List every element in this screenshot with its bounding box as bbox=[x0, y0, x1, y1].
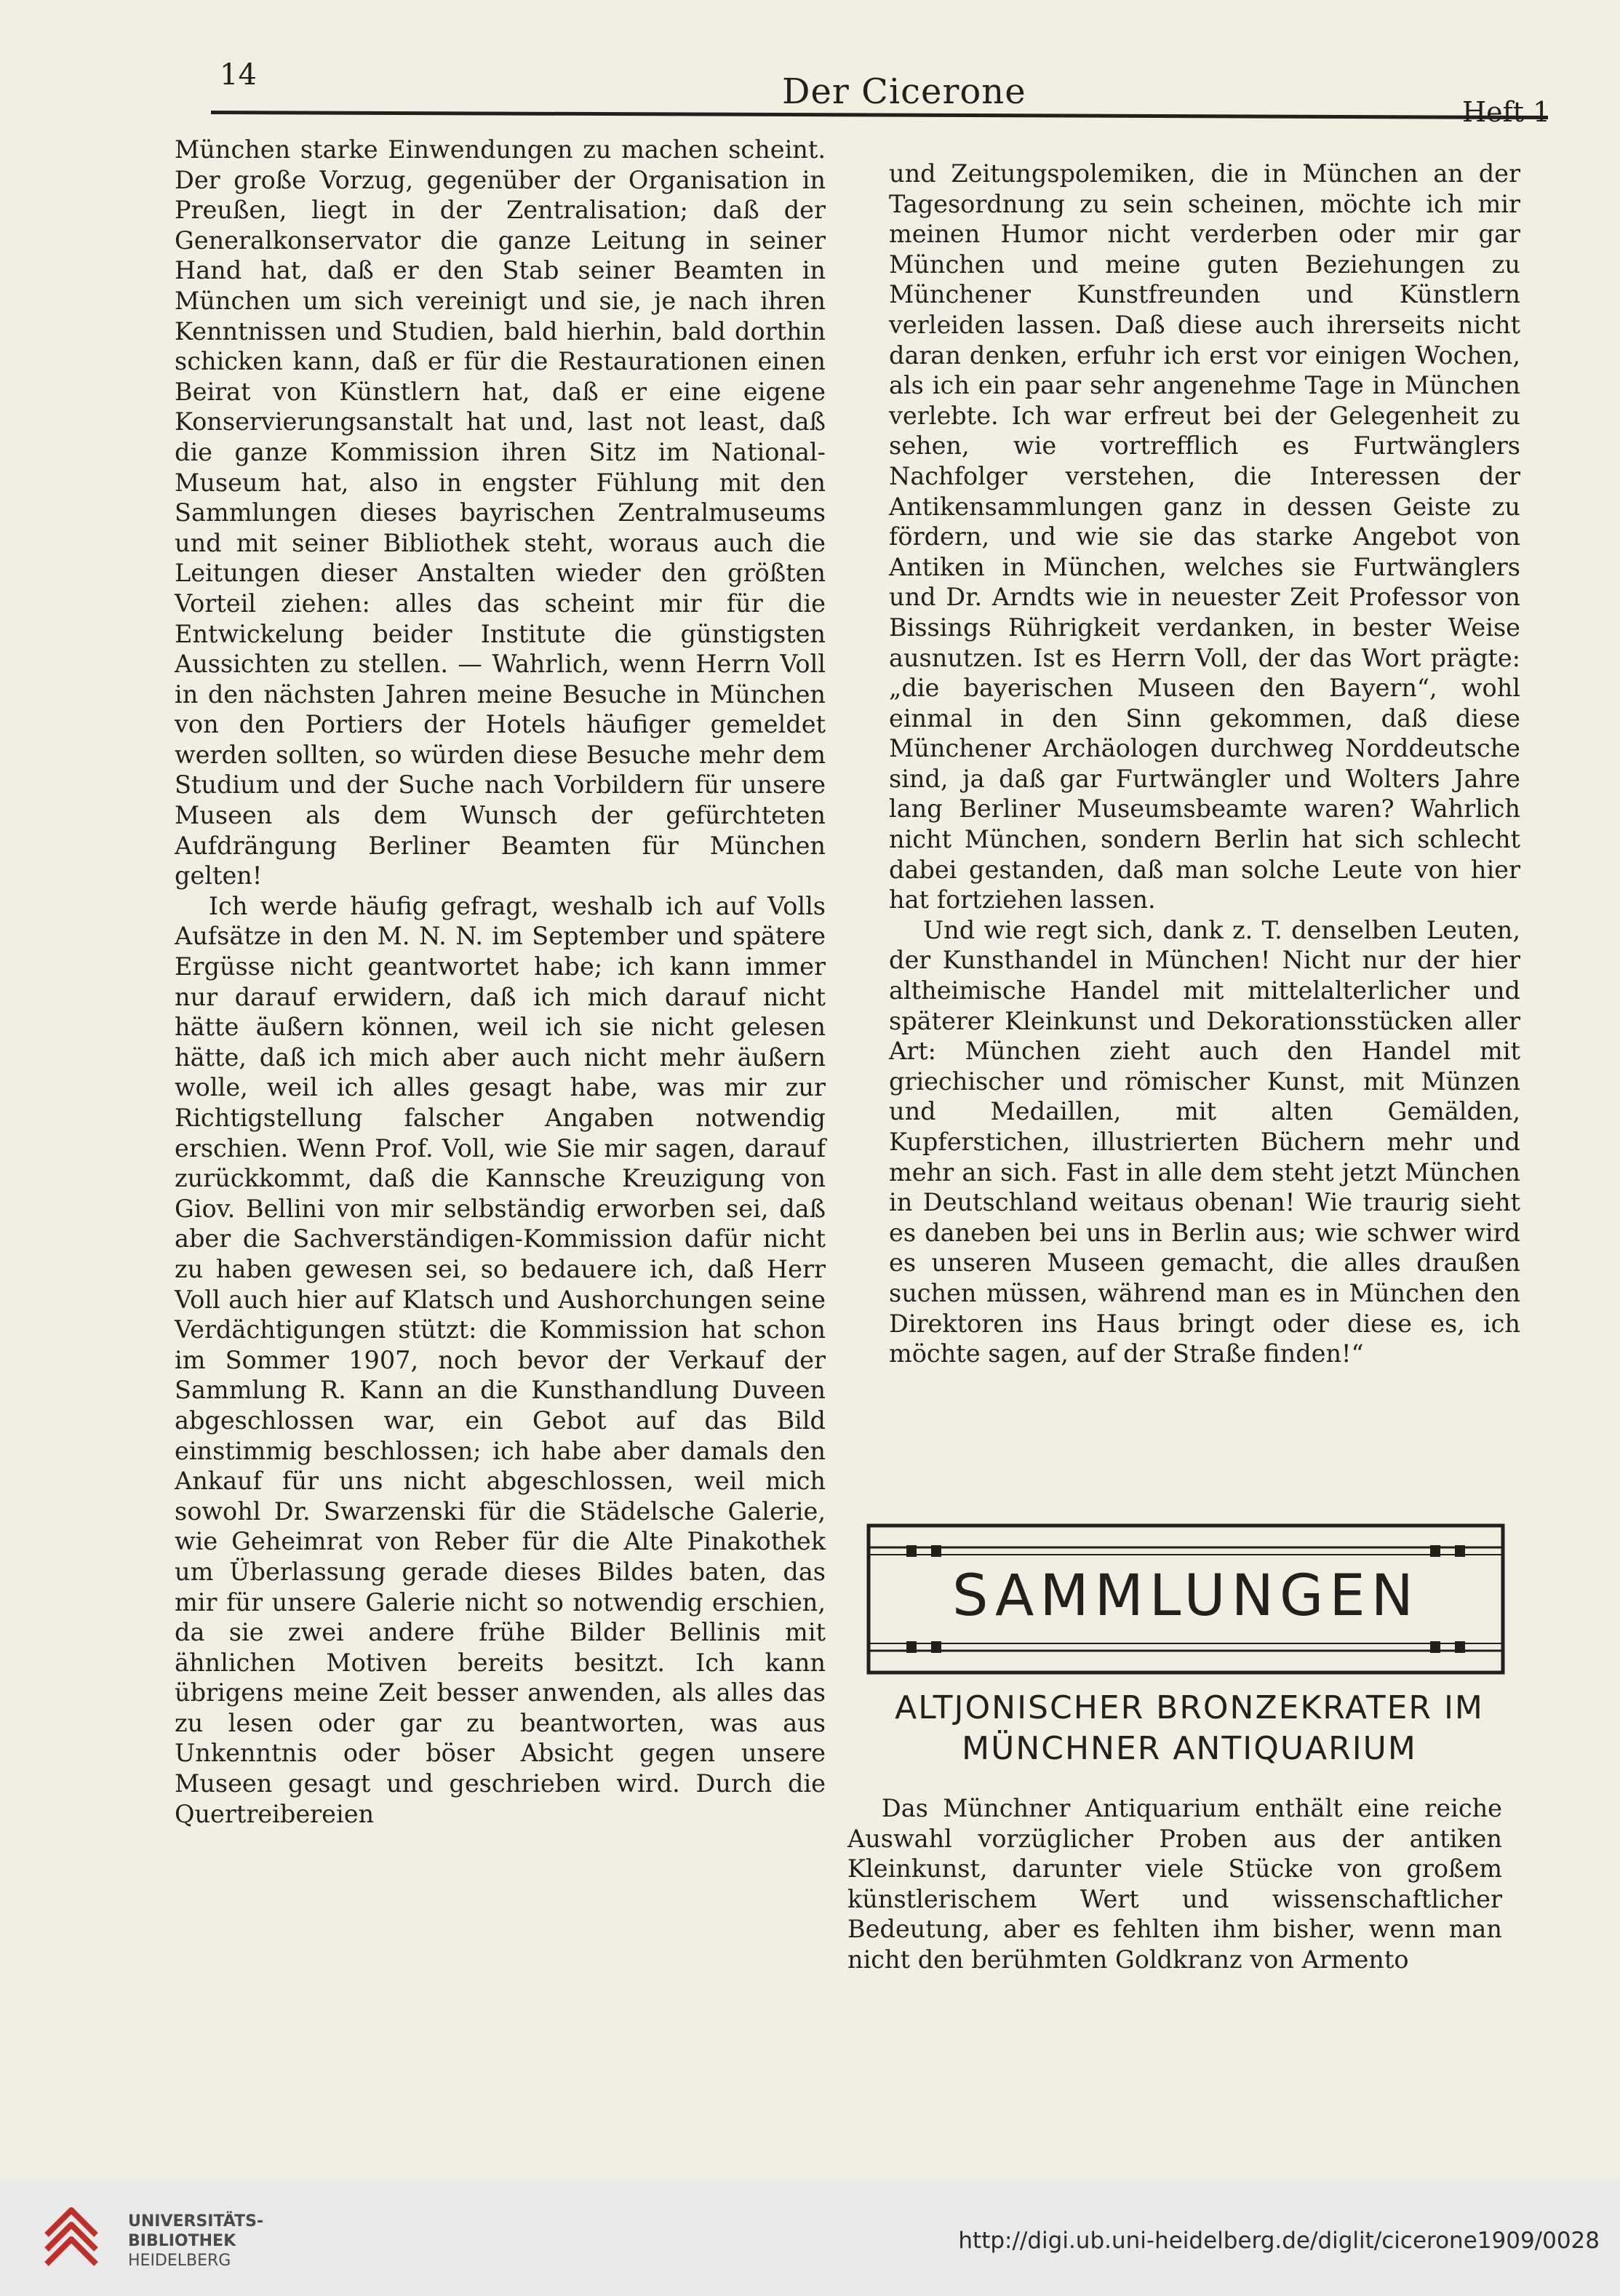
right-paragraph: Und wie regt sich, dank z. T. denselben Leuten, der Kunsthandel in München! Nicht nur der hier altheimische Handel mit mittelalterlicher und späterer Kleinkunst und Dekorationsstücken aller Art: München zieht auch den Handel mit griechischer und römischer Kunst, mit Münzen und Medaillen, mit alten Gemälden, Kupferstichen, illustrierten Büchern mehr und mehr an sich. Fast in alle dem steht jetzt München in Deutschland weitaus obenan! Wie traurig sieht es daneben bei uns in Berlin aus; wie schwer wird es unseren Museen gemacht, die alles draußen suchen müssen, während man es in München den Direktoren ins Haus bringt oder diese es, ich möchte sagen, auf der Straße finden!“ bbox=[889, 915, 1520, 1368]
article-title bbox=[855, 1688, 1524, 1769]
library-name bbox=[128, 2212, 263, 2271]
left-column bbox=[175, 135, 826, 1990]
journal-title: Der Cicerone bbox=[782, 71, 1026, 112]
banner-title: SAMMLUNGEN bbox=[952, 1563, 1419, 1629]
library-name-line: HEIDELBERG bbox=[128, 2252, 231, 2270]
library-name-line: UNIVERSITÄTS- bbox=[128, 2212, 264, 2231]
left-paragraph: München starke Einwendungen zu machen scheint. Der große Vorzug, gegenüber der Organisation in Preußen, liegt in der Zentralisation; daß der Generalkonservator die ganze Leitung in seiner Hand hat, daß er den Stab seiner Beamten in München um sich vereinigt und sie, je nach ihren Kenntnissen und Studien, bald hierhin, bald dorthin schicken kann, daß er für die Restaurationen einen Beirat von Künstlern hat, daß er eine eigene Konservierungsanstalt hat und, last not least, daß die ganze Kommission ihren Sitz im National-Museum hat, also in engster Fühlung mit den Sammlungen dieses bayrischen Zentralmuseums und mit seiner Bibliothek steht, woraus auch die Leitungen dieser Anstalten wieder den größten Vorteil ziehen: alles das scheint mir für die Entwickelung beider Institute die günstigsten Aussichten zu stellen. — Wahrlich, wenn Herrn Voll in den nächsten Jahren meine Besuche in München von den Portiers der Hotels häufiger gemeldet werden sollten, so würden diese Besuche mehr dem Studium und der Suche nach Vorbildern für unsere Museen als dem Wunsch der gefürchteten Aufdrängung Berliner Beamten für München gelten! bbox=[175, 135, 826, 890]
article-title-line: ALTJONISCHER BRONZEKRATER IM bbox=[895, 1689, 1484, 1726]
library-logo-icon bbox=[42, 2206, 100, 2268]
source-url-link[interactable]: http://digi.ub.uni-heidelberg.de/diglit/cicerone1909/0028 bbox=[958, 2228, 1600, 2254]
right-column bbox=[889, 159, 1520, 1454]
issue-label: Heft 1 bbox=[1462, 96, 1551, 128]
footer-bar bbox=[0, 2180, 1620, 2296]
left-paragraph: Ich werde häufig gefragt, weshalb ich auf Volls Aufsätze in den M. N. N. im September und spätere Ergüsse nicht geantwortet habe; ich kann immer nur darauf erwidern, daß ich mich darauf nicht hätte äußern können, weil ich sie nicht gelesen hätte, daß ich mich aber auch nicht mehr äußern wolle, weil ich alles gesagt habe, was mir zur Richtigstellung falscher Angaben notwendig erschien. Wenn Prof. Voll, wie Sie mir sagen, darauf zurückkommt, daß die Kannsche Kreuzigung von Giov. Bellini von mir selbständig erworben sei, daß aber die Sachverständigen-Kommission dafür nicht zu haben gewesen sei, so bedauere ich, daß Herr Voll auch hier auf Klatsch und Aushorchungen seine Verdächtigungen stützt: die Kommission hat schon im Sommer 1907, noch bevor der Verkauf der Sammlung R. Kann an die Kunsthandlung Duveen abgeschlossen war, ein Gebot auf das Bild einstimmig beschlossen; ich habe aber damals den Ankauf für uns nicht abgeschlossen, weil mich sowohl Dr. Swarzenski für die Städelsche Galerie, wie Geheimrat von Reber für die Alte Pinakothek um Überlassung gerade dieses Bildes baten, das mir für unsere Galerie nicht so notwendig erschien, da sie zwei andere frühe Bilder Bellinis mit ähnlichen Motiven bereits besitzt. Ich kann übrigens meine Zeit besser anwenden, als alles das zu lesen oder gar zu beantworten, was aus Unkenntnis oder böser Absicht gegen unsere Museen gesagt und geschrieben wird. Durch die Quertreibereien bbox=[175, 891, 826, 1828]
article-paragraph: Das Münchner Antiquarium enthält eine reiche Auswahl vorzüglicher Proben aus der antiken Kleinkunst, darunter viele Stücke von großem künstlerischem Wert und wissenschaftlicher Bedeutung, aber es fehlten ihm bisher, wenn man nicht den berühmten Goldkranz von Armento bbox=[847, 1794, 1502, 1974]
article-title-line: MÜNCHNER ANTIQUARIUM bbox=[962, 1730, 1417, 1767]
right-paragraph: und Zeitungspolemiken, die in München an der Tagesordnung zu sein scheinen, möchte ich mir meinen Humor nicht verderben oder mir gar München und meine guten Beziehungen zu Münchener Kunstfreunden und Künstlern verleiden lassen. Daß diese auch ihrerseits nicht daran denken, erfuhr ich erst vor einigen Wochen, als ich ein paar sehr angenehme Tage in München verlebte. Ich war erfreut bei der Gelegenheit zu sehen, wie vortrefflich es Furtwänglers Nachfolger verstehen, die Interessen der Antikensammlungen ganz in dessen Geiste zu fördern, und wie sie das starke Angebot von Antiken in München, welches sie Furtwänglers und Dr. Arndts wie in neuester Zeit Professor von Bissings Rührigkeit verdanken, in bester Weise ausnutzen. Ist es Herrn Voll, der das Wort prägte: „die bayerischen Museen den Bayern“, wohl einmal in den Sinn gekommen, daß diese Münchener Archäologen durchweg Norddeutsche sind, ja daß gar Furtwängler und Wolters Jahre lang Berliner Museumsbeamte waren? Wahrlich nicht München, sondern Berlin hat sich schlecht dabei gestanden, daß man solche Leute von hier hat fortziehen lassen. bbox=[889, 159, 1520, 914]
section-banner bbox=[866, 1523, 1506, 1675]
page-number: 14 bbox=[220, 58, 257, 92]
article-body bbox=[847, 1793, 1502, 2012]
library-name-line: BIBLIOTHEK bbox=[128, 2232, 236, 2250]
